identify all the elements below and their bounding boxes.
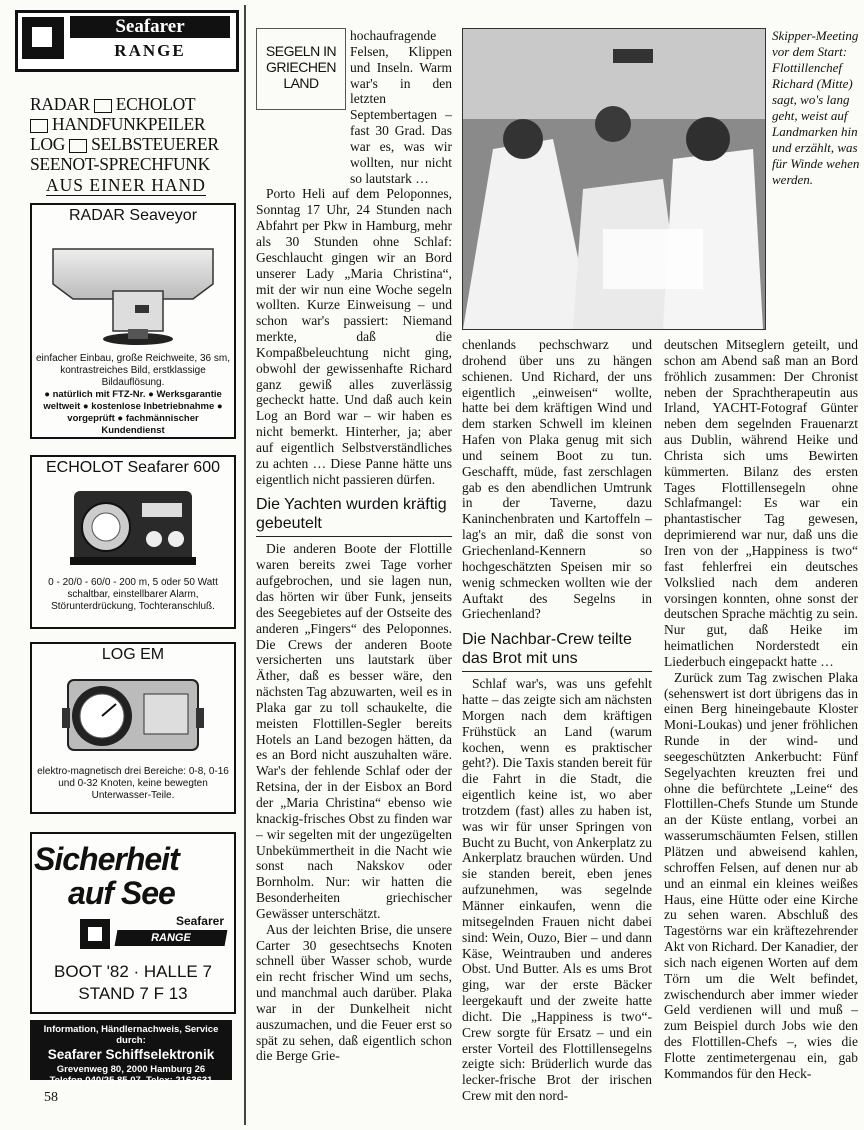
boot-stand: STAND 7 F 13 — [78, 984, 188, 1003]
feature-log: LOG — [30, 134, 66, 154]
radar-title: RADAR Seaveyor — [68, 207, 198, 224]
feature-radar: RADAR — [30, 94, 90, 114]
contact-company: Seafarer Schiffselektronik — [47, 1047, 215, 1062]
feature-line-5 — [46, 175, 206, 196]
kicker-line-1: SEGELN IN — [265, 43, 337, 59]
feature-aus-einer-hand: AUS EINER HAND — [46, 175, 206, 195]
article-column-2 — [462, 337, 652, 1104]
feature-line-2 — [30, 114, 205, 134]
radar-panel — [30, 203, 236, 439]
checkbox-icon — [69, 139, 87, 153]
article-column-1 — [256, 28, 452, 1064]
checkbox-icon — [94, 99, 112, 113]
log-title: LOG EM — [101, 646, 165, 663]
subheading-2: Die Nachbar-Crew teilte das Brot mit uns — [462, 630, 652, 672]
log-device-icon — [58, 668, 208, 762]
subheading-1: Die Yachten wurden kräftig gebeutelt — [256, 495, 452, 537]
radar-description: einfacher Einbau, große Reichweite, 36 sm, kontrastreiches Bild, erstklassige Bildauflösung. — [36, 353, 230, 388]
echolot-description: 0 - 20/0 - 60/0 - 200 m, 5 oder 50 Watt schaltbar, einstellbarer Alarm, Störunterdrückung, Tochteranschluß. — [48, 577, 218, 612]
paragraph: Schlaf war's, was uns gefehlt hatte – das zeigte sich am nächsten Morgen nach dem kräftigen Frühstück an Land (warum kochen, wenn es praktischer geht?). Die Taxis standen bereit für die Fahrt in die Stadt, die eigentlich keine ist, wo aber trotzdem (fast) alles zu haben ist, was wir für unser Springen von Bucht zu Bucht, von Ankerplatz zu Ankerplatz brauchen würden. Und sie standen bereit, eben jenes aufzunehmen, was segelnde Männer einkaufen, wenn die mitsegelnden Frauen nicht dabei sind: Wein, Ouzo, Bier – und dann Käse, Weintrauben und anderes Obst. Und Butter. Als es ums Brot ging, war der erste Bäcker leergekauft und der zweite hatte dicht. Die „Happiness is two“-Crew sorgte für Ersatz – und ein erster Vorteil des Flottillensegelns zeigte sich: Brüderlich wurde das lecker-frische Brot der irischen Crew mit den nord- — [462, 676, 652, 1104]
log-description: elektro-magnetisch drei Bereiche: 0-8, 0-16 und 0-32 Knoten, keine bewegten Unterwasser-Teile. — [37, 766, 229, 801]
feature-echolot: ECHOLOT — [115, 94, 196, 114]
feature-line-4 — [30, 154, 210, 174]
logo-brand: Seafarer — [70, 16, 230, 38]
photo-caption: Skipper-Meeting vor dem Start: Flottillenchef Richard (Mitte) sagt, wo's lang geht, weist auf Landmarken hin und erzählt, was für Winde wehen werden. — [772, 28, 860, 187]
feature-handfunkpeiler: HANDFUNKPEILER — [52, 114, 206, 134]
kicker-line-2: GRIECHEN — [266, 59, 336, 75]
feature-line-3 — [30, 134, 219, 154]
logo-range: RANGE — [114, 41, 186, 60]
echolot-panel — [30, 455, 236, 629]
page-number: 58 — [44, 1090, 58, 1105]
radar-guarantees: ● natürlich mit FTZ-Nr. ● Werksgarantie weltweit ● kostenlose Inbetriebnahme ● vorgeprüft ● fachmännischer Kundendienst — [43, 389, 223, 436]
kicker-line-3: LAND — [283, 75, 319, 91]
echolot-title: ECHOLOT Seafarer 600 — [45, 459, 220, 476]
paragraph: chenlands pechschwarz und drohend über uns zu hängen schienen. Und Richard, der uns eigentlich „einweisen“ wollte, hatte bei dem kräftigen Wind und dem starken Schwell im kleinen Hafen von Plaka genug mit sich und seinem Boot zu tun. Geschafft, müde, fast zerschlagen gab es den abendlichen Umtrunk in der Taverne, dazu Kaninchenbraten und Kartoffeln – lag's an mir, daß die sonst von Griechenland-Kennern so hochgeschätzten Speisen mir so wenig schmecken wollten wie der Auftakt des Segelns in Griechenland? — [462, 337, 652, 622]
boot-hall: BOOT '82 · HALLE 7 — [54, 962, 212, 981]
paragraph: Porto Heli auf dem Peloponnes, Sonntag 17 Uhr, 24 Stunden nach Abfahrt per Pkw in Hamburg, mehr als 30 Stunden ohne Schlaf: Geschlaucht gingen wir an Bord unserer Lady „Maria Christina“, mit der wir nun eine Woche segeln wollten. Kurze Einweisung – und schon war's passiert: Niemand merkte, daß die Kompaßbeleuchtung nicht ging, obwohl der gewissenhafte Richard ganz gewiß alles zuverlässig gecheckt hatte. Und daß auch kein Log an Bord war – wir haben es nicht bemerkt. Hinterher, ja; aber auf eigentlich Selbstverständliches zu achten … Diese Panne hätte uns eigentlich nicht passieren dürfen. — [256, 186, 452, 487]
paragraph: Zurück zum Tag zwischen Plaka (sehenswert ist dort übrigens das in einen Berg hineingebaute Kloster Moni-Loukas) und jener fröhlichen Runde in der wind- und seegeschützten Ankerbucht: Fünf Segelyachten kreuzten frei und ohne die befürchtete „Leine“ des Flottillen-Chefs Stunde um Stunde an der Küste entlang, vorbei an wasserumschäumten Felsen, stillen Plätzen und abweisend kahlen, schroffen Felsen, auf denen nur ab und an einmal ein kleines weißes Haus, eine Hütte oder eine Kirche zu sehen waren. Abschluß des Tagestörns war ein kräftezehrender Akt von Richard. Der Kanadier, der sich nach eigenen Worten auf dem Törn um die Welt befindet, zwischendurch aber immer wieder Geld verdienen will und muß – zum Beispiel durch Jobs wie den des Flottillen-Chefs –, wies die Flotte zentimetergenau ein, gab Kommandos für den Heck- — [664, 669, 858, 1081]
contact-phone: Telefon 040/25 85 07, Telex: 2163631 — [49, 1075, 213, 1086]
radar-antenna-icon — [43, 229, 223, 349]
feature-selbststeuerer: SELBSTEUERER — [91, 134, 219, 154]
feature-seenot-sprechfunk: SEENOT-SPRECHFUNK — [30, 154, 210, 174]
paragraph: deutschen Mitseglern geteilt, und schon am Abend saß man an Bord fröhlich zusammen: Der Chronist neben der Sprachtherapeutin aus Irland, YACHT-Fotograf Günter neben dem segelnden Frauenarzt aus Dublin, während Heike und Christa sich ums Bewirten kümmerten. Bilanz des ersten Tages Flottillensegeln ohne Schlafmangel: Es war ein phantastischer Tag gewesen, deprimierend war nur, daß uns die Iren von der „Happiness is two“ fast fehlerfrei ein deutsches Volkslied nach dem anderen vorsingen konnten, ohne sonst der deutschen Sprache mächtig zu sein. Nur gut, daß Heike im heimatlichen Norderstedt ein Liederbuch eingepackt hatte … — [664, 337, 858, 669]
paragraph: hochaufragende Felsen, Klippen und Inseln. Warm war's in den letzten Septembertagen – fast 30 Grad. Das war es, was wir wollten, nur nicht so lautstark … — [350, 28, 452, 186]
feature-line-1 — [30, 94, 195, 114]
skipper-meeting-photo — [462, 28, 766, 330]
logo-square-icon — [22, 17, 64, 59]
paragraph: Die anderen Boote der Flottille waren bereits zwei Tage vorher aufgebrochen, und sie lagen nun, das hörten wir über Funk, jenseits des Seegebietes auf der Ostseite des anderen „Fingers“ des Peloponnes. Die Crews der anderen Boote versicherten uns lautstark über Äther, daß es besser wäre, den nächsten Tag abzuwarten, weil es in Plaka gar zu toll schaukelte, die meisten Flottillen-Segler bereits Hotels an Land bezogen hätten, da es an Bord nicht auszuhalten wäre. War's der fehlende Schlaf oder der Retsina, der in der Eisbox an Bord der „Maria Christina“ ebenso wie knackig-frisches Obst zu finden war – wir segelten mit der ungezügelten Unbekümmertheit in die Nacht wie sonst nach Nakskov oder Bornholm. Nur: wir hatten die Besonderheiten griechischer Gewässer unterschätzt. — [256, 541, 452, 921]
paragraph: Aus der leichten Brise, die unsere Carter 30 gesechtsechs Knoten schnell über Wasser schob, wurde ein recht frischer Wind um sechs, und manchmal auch darüber. Plaka war in der Dunkelheit nicht auszumachen, und die Feuer erst so spät zu sehen, daß eigentlich schon die Berge Grie- — [256, 921, 452, 1064]
seafarer-logo — [15, 10, 239, 72]
contact-info: Information, Händlernachweis, Service durch: — [43, 1024, 219, 1046]
contact-bar — [30, 1020, 232, 1086]
promo-panel — [30, 832, 236, 1014]
contact-address: Grevenweg 80, 2000 Hamburg 26 — [56, 1064, 206, 1075]
promo-brand: Seafarer — [175, 914, 224, 928]
promo-range: RANGE — [115, 930, 228, 946]
log-panel — [30, 642, 236, 814]
article-column-3 — [664, 337, 858, 1082]
echosounder-device-icon — [68, 481, 198, 573]
promo-headline-2: auf See — [68, 875, 175, 911]
promo-logo-square-icon — [80, 919, 110, 949]
promo-headline-1: Sicherheit — [34, 841, 179, 877]
column-divider — [244, 5, 246, 1125]
checkbox-icon — [30, 119, 48, 133]
